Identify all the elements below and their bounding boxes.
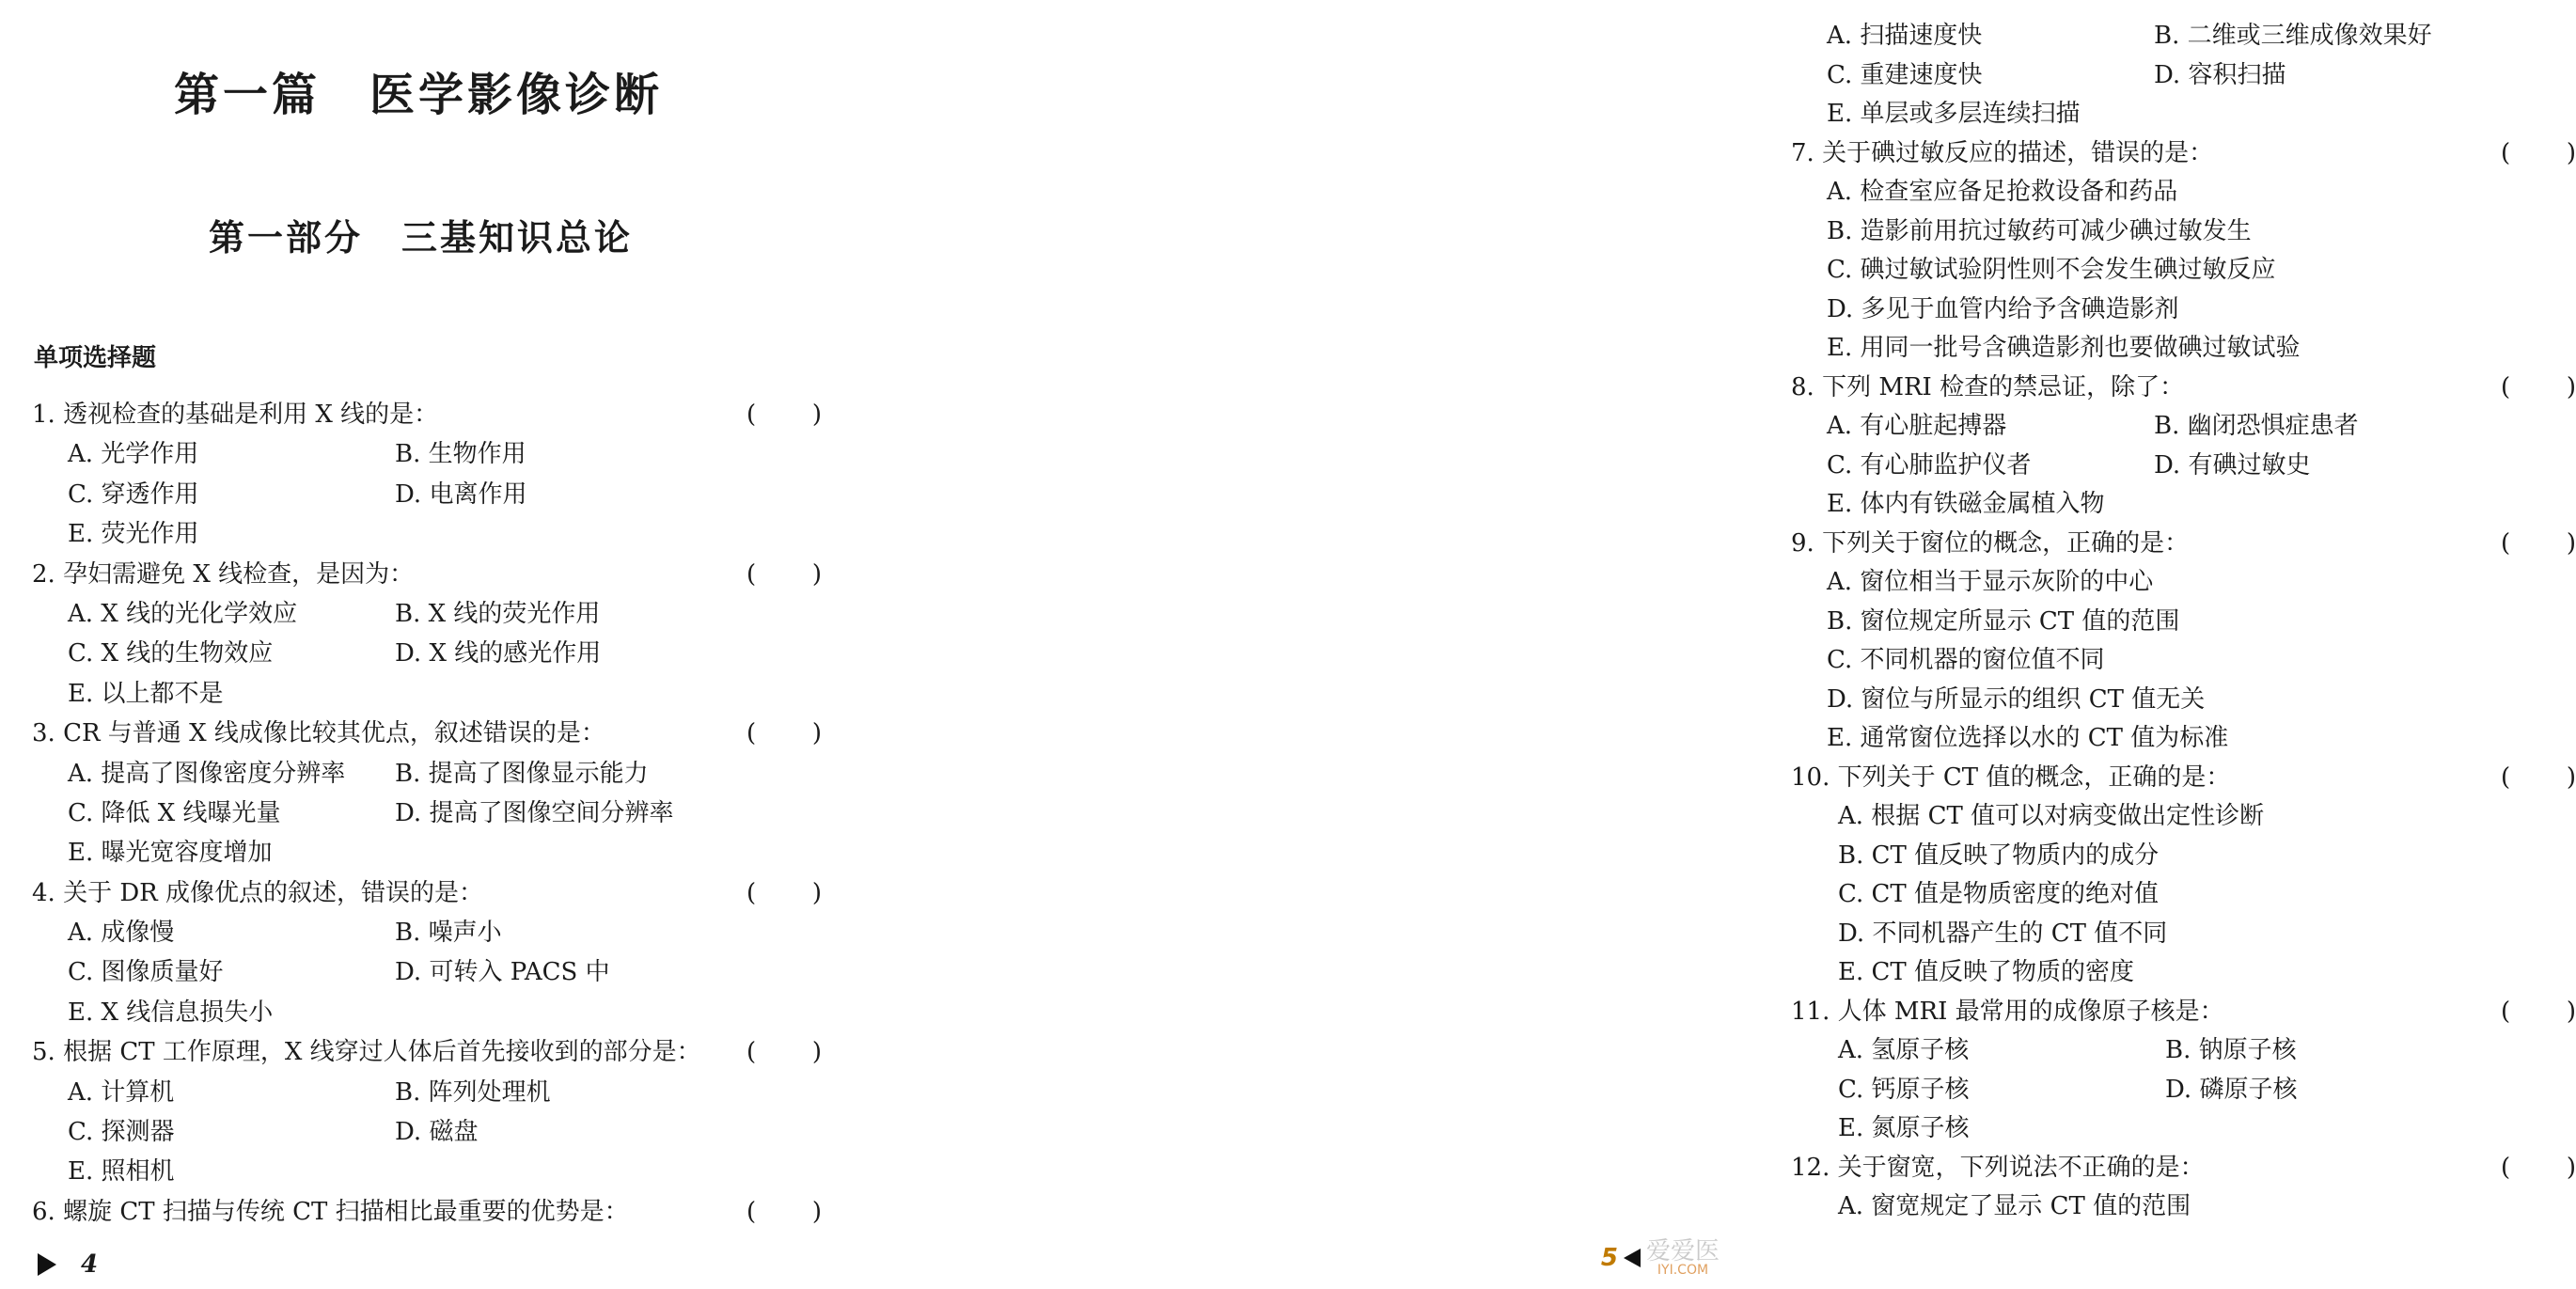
option-row <box>1791 681 2576 720</box>
option-row <box>32 993 822 1032</box>
option-text: D. 窗位与所显示的组织 CT 值无关 <box>1827 684 2206 714</box>
answer-paren-open: ( <box>2501 762 2511 792</box>
answer-blank <box>2501 993 2576 1032</box>
option-text: A. 光学作用 <box>68 440 199 469</box>
answer-paren-close: ) <box>2566 138 2576 167</box>
option-row <box>1791 447 2576 486</box>
question-text: 1. 透视检查的基础是利用 X 线的是： <box>32 401 439 429</box>
option-text: A. 扫描速度快 <box>1827 22 1983 50</box>
section-heading: 单项选择题 <box>34 344 157 372</box>
option-row <box>1791 291 2576 330</box>
option-text: D. 有碘过敏史 <box>2154 450 2311 479</box>
page-footer-left <box>38 1250 98 1279</box>
question-stem <box>1791 369 2576 408</box>
option-text: C. CT 值是物质密度的绝对值 <box>1838 880 2159 908</box>
question-text: 10. 下列关于 CT 值的概念，正确的是： <box>1791 762 2231 792</box>
option-text: E. 通常窗位选择以水的 CT 值为标准 <box>1827 724 2229 752</box>
option-row <box>1791 1071 2576 1110</box>
option-row <box>32 634 822 673</box>
option-row <box>1791 797 2576 837</box>
question-stem <box>32 395 822 434</box>
option-text: A. X 线的光化学效应 <box>68 599 298 628</box>
option-text: A. 提高了图像密度分辨率 <box>68 759 346 788</box>
answer-paren-open: ( <box>746 401 757 429</box>
option-text: C. 不同机器的窗位值不同 <box>1827 646 2105 674</box>
question-text: 11. 人体 MRI 最常用的成像原子核是： <box>1791 997 2224 1026</box>
page-number-left: 4 <box>81 1250 99 1279</box>
option-text: A. 计算机 <box>68 1077 175 1107</box>
option-text: C. 图像质量好 <box>68 958 224 987</box>
question-text: 12. 关于窗宽，下列说法不正确的是： <box>1791 1153 2205 1182</box>
option-text: C. 穿透作用 <box>68 479 199 509</box>
option-row <box>32 794 822 833</box>
option-text: A. 成像慢 <box>68 919 175 948</box>
option-row <box>1791 915 2576 954</box>
answer-paren-open: ( <box>2501 1153 2511 1182</box>
question-list-left <box>32 395 822 1232</box>
answer-paren-open: ( <box>746 878 757 907</box>
option-text: C. 探测器 <box>68 1118 175 1147</box>
option-row <box>1791 875 2576 915</box>
watermark-sub: IYI.COM <box>1657 1263 1709 1278</box>
option-text: D. 可转入 PACS 中 <box>395 958 610 987</box>
option-text: E. 以上都不是 <box>68 679 224 708</box>
answer-paren-open: ( <box>746 719 757 748</box>
option-text: E. 用同一批号含碘造影剂也要做碘过敏试验 <box>1827 334 2301 362</box>
watermark-logo <box>1646 1239 1720 1277</box>
answer-blank <box>746 1192 822 1232</box>
option-text: C. 碘过敏试验阴性则不会发生碘过敏反应 <box>1827 256 2276 284</box>
option-text: D. 多见于血管内给予含碘造影剂 <box>1827 294 2179 323</box>
question-stem <box>32 873 822 913</box>
answer-blank <box>2501 369 2576 408</box>
option-row <box>32 754 822 794</box>
book-title: 第一篇 医学影像诊断 <box>174 69 664 121</box>
answer-paren-close: ) <box>2566 528 2576 558</box>
option-row <box>32 952 822 992</box>
option-row <box>1791 1187 2576 1227</box>
question-stem <box>1791 525 2576 564</box>
option-text: D. 磷原子核 <box>2165 1075 2298 1104</box>
option-text: A. 窗宽规定了显示 CT 值的范围 <box>1838 1192 2191 1220</box>
option-text: E. 荧光作用 <box>68 520 199 549</box>
option-row <box>32 1112 822 1152</box>
option-text: D. 不同机器产生的 CT 值不同 <box>1838 919 2168 948</box>
question-stem <box>1791 993 2576 1032</box>
option-text: B. 造影前用抗过敏药可减少碘过敏发生 <box>1827 216 2252 245</box>
answer-paren-open: ( <box>746 1197 757 1226</box>
right-page <box>865 0 2576 1289</box>
answer-paren-open: ( <box>2501 997 2511 1026</box>
answer-paren-close: ) <box>2566 372 2576 401</box>
question-text: 3. CR 与普通 X 线成像比较其优点，叙述错误的是： <box>32 719 605 748</box>
triangle-left-icon <box>1624 1249 1641 1267</box>
answer-paren-close: ) <box>811 401 822 429</box>
option-text: B. 阵列处理机 <box>395 1077 551 1107</box>
watermark-main: 爱爱医 <box>1645 1237 1720 1265</box>
answer-paren-close: ) <box>811 1038 822 1067</box>
option-text: C. 重建速度快 <box>1827 60 1983 89</box>
option-row <box>32 475 822 514</box>
question-stem <box>32 555 822 594</box>
option-row <box>1791 641 2576 681</box>
option-text: B. 提高了图像显示能力 <box>395 759 649 788</box>
answer-blank <box>2501 759 2576 798</box>
option-row <box>32 514 822 554</box>
option-text: E. 单层或多层连续扫描 <box>1827 100 2081 128</box>
option-text: B. 幽闭恐惧症患者 <box>2154 412 2359 440</box>
option-row <box>1791 212 2576 252</box>
option-row <box>1791 1031 2576 1071</box>
question-text: 5. 根据 CT 工作原理，X 线穿过人体后首先接收到的部分是： <box>32 1038 701 1067</box>
answer-paren-close: ) <box>811 559 822 589</box>
option-text: E. 曝光宽容度增加 <box>68 839 273 868</box>
answer-blank <box>746 395 822 434</box>
option-text: B. 二维或三维成像效果好 <box>2154 22 2432 50</box>
option-text: A. 窗位相当于显示灰阶的中心 <box>1827 568 2154 596</box>
answer-blank <box>746 1032 822 1072</box>
question-list-right <box>1791 17 2576 1227</box>
question-text: 8. 下列 MRI 检查的禁忌证，除了： <box>1791 372 2185 401</box>
option-row <box>32 434 822 474</box>
option-row <box>32 674 822 714</box>
option-row <box>32 833 822 872</box>
question-stem <box>32 714 822 753</box>
option-text: B. X 线的荧光作用 <box>395 599 601 628</box>
option-text: C. X 线的生物效应 <box>68 639 274 668</box>
option-text: A. 检查室应备足抢救设备和药品 <box>1827 178 2178 206</box>
answer-blank <box>746 714 822 753</box>
option-text: C. 降低 X 线曝光量 <box>68 798 281 827</box>
answer-paren-open: ( <box>746 1038 757 1067</box>
question-stem <box>32 1032 822 1072</box>
option-text: A. 根据 CT 值可以对病变做出定性诊断 <box>1838 802 2265 830</box>
option-text: D. 电离作用 <box>395 479 527 509</box>
option-row <box>1791 719 2576 759</box>
answer-paren-open: ( <box>2501 138 2511 167</box>
option-row <box>32 594 822 634</box>
question-stem <box>1791 759 2576 798</box>
answer-paren-open: ( <box>746 559 757 589</box>
answer-paren-open: ( <box>2501 528 2511 558</box>
option-row <box>1791 953 2576 993</box>
question-stem <box>1791 134 2576 174</box>
answer-paren-close: ) <box>811 1197 822 1226</box>
answer-paren-open: ( <box>2501 372 2511 401</box>
option-text: D. 容积扫描 <box>2154 60 2286 89</box>
option-row <box>1791 485 2576 525</box>
option-text: E. 照相机 <box>68 1157 175 1187</box>
option-text: E. CT 值反映了物质的密度 <box>1838 958 2135 986</box>
option-text: E. 体内有铁磁金属植入物 <box>1827 490 2105 518</box>
option-text: D. X 线的感光作用 <box>395 639 602 668</box>
answer-paren-close: ) <box>2566 762 2576 792</box>
answer-blank <box>746 555 822 594</box>
option-text: B. 钠原子核 <box>2165 1036 2297 1064</box>
option-row <box>1791 1109 2576 1149</box>
answer-paren-close: ) <box>811 719 822 748</box>
option-text: A. 有心脏起搏器 <box>1827 412 2007 440</box>
option-row <box>32 913 822 952</box>
option-row <box>1791 173 2576 212</box>
option-text: B. 生物作用 <box>395 440 526 469</box>
question-text: 6. 螺旋 CT 扫描与传统 CT 扫描相比最重要的优势是： <box>32 1197 629 1226</box>
option-row <box>1791 563 2576 603</box>
option-text: B. CT 值反映了物质内的成分 <box>1838 841 2160 870</box>
option-row <box>1791 603 2576 642</box>
question-stem <box>32 1192 822 1232</box>
question-text: 7. 关于碘过敏反应的描述，错误的是： <box>1791 138 2214 167</box>
option-row <box>1791 837 2576 876</box>
option-text: C. 钙原子核 <box>1838 1075 1970 1104</box>
answer-blank <box>2501 1149 2576 1188</box>
answer-blank <box>2501 525 2576 564</box>
left-page <box>0 0 865 1289</box>
question-stem <box>1791 1149 2576 1188</box>
answer-blank <box>2501 134 2576 174</box>
option-row <box>1791 95 2576 134</box>
answer-blank <box>746 873 822 913</box>
option-text: D. 提高了图像空间分辨率 <box>395 798 674 827</box>
option-row <box>1791 251 2576 291</box>
answer-paren-close: ) <box>2566 997 2576 1026</box>
option-text: A. 氢原子核 <box>1838 1036 1970 1064</box>
triangle-right-icon <box>38 1253 56 1276</box>
option-text: E. 氮原子核 <box>1838 1114 1970 1142</box>
option-row <box>1791 407 2576 447</box>
answer-paren-close: ) <box>2566 1153 2576 1182</box>
option-text: E. X 线信息损失小 <box>68 998 274 1027</box>
page-number-right: 5 <box>1600 1244 1618 1272</box>
part-title: 第一部分 三基知识总论 <box>209 217 634 259</box>
option-text: D. 磁盘 <box>395 1118 479 1147</box>
option-row <box>1791 56 2576 96</box>
question-text: 2. 孕妇需避免 X 线检查，是因为： <box>32 559 415 589</box>
option-row <box>32 1073 822 1112</box>
answer-paren-close: ) <box>811 878 822 907</box>
option-row <box>1791 329 2576 369</box>
option-text: C. 有心肺监护仪者 <box>1827 450 2032 479</box>
page-footer-right <box>1601 1239 1720 1277</box>
option-text: B. 窗位规定所显示 CT 值的范围 <box>1827 606 2180 636</box>
option-row <box>1791 17 2576 56</box>
question-text: 4. 关于 DR 成像优点的叙述，错误的是： <box>32 878 484 907</box>
question-text: 9. 下列关于窗位的概念，正确的是： <box>1791 528 2190 558</box>
option-text: B. 噪声小 <box>395 919 502 948</box>
option-row <box>32 1152 822 1191</box>
